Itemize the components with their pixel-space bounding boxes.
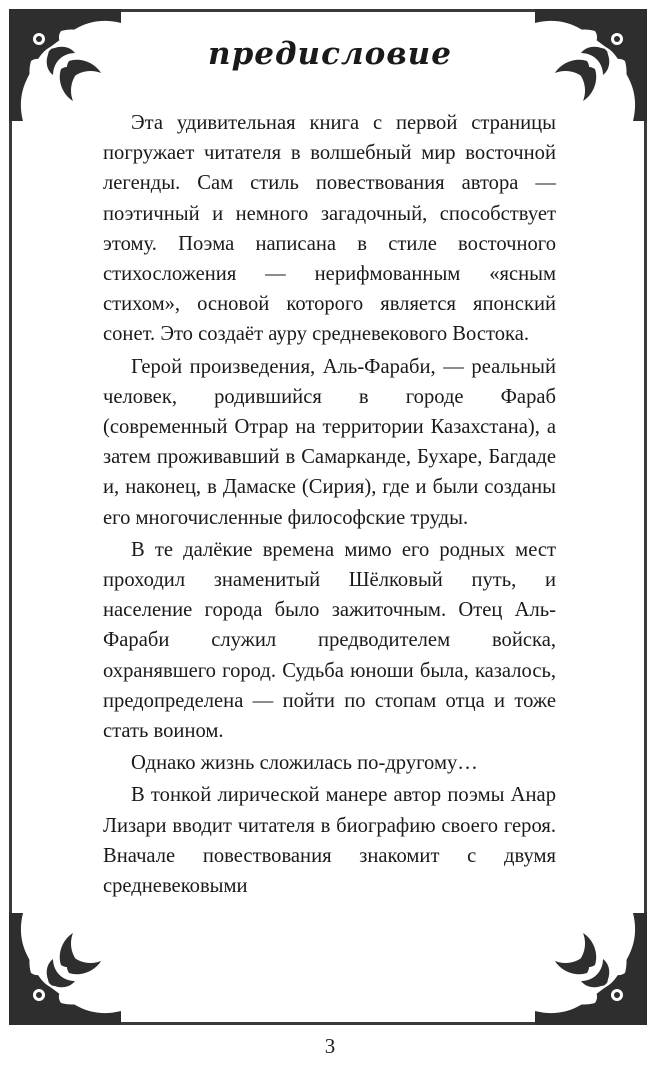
corner-ornament-icon xyxy=(535,913,647,1025)
paragraph: В те далёкие времена мимо его родных мест проходил знаменитый Шёлковый путь, и население города было зажиточным. Отец Аль-Фараби служил предводителем войска, охранявшего город. Судьба юноши была, казалось, предопределена — пойти по стопам отца и тоже стать воином. xyxy=(103,538,556,743)
paragraph: Эта удивительная книга с первой страницы погружает читателя в волшебный мир восточной легенды. Сам стиль повествования автора — поэтичный и немного загадочный, способствует этому. Поэма написана в стиле восточного стихосложения — нерифмованным «ясным стихом», основой которого является японский сонет. Это создаёт ауру средневекового Востока. xyxy=(103,112,556,346)
paragraph: Однако жизнь сложилась по-другому… xyxy=(131,752,478,775)
corner-ornament-icon xyxy=(9,913,121,1025)
chapter-title: предисловие xyxy=(208,36,452,72)
body-text xyxy=(103,108,556,903)
paragraph: В тонкой лирической манере автор поэмы Анар Лизари вводит читателя в биографию своего героя. Вначале повествования знакомит с двумя средневековыми xyxy=(103,784,556,898)
page-number: 3 xyxy=(324,1034,336,1058)
paragraph: Герой произведения, Аль-Фараби, — реальный человек, родившийся в городе Фараб (современный Отрар на территории Казахстана), а затем проживавший в Самарканде, Бухаре, Багдаде и, наконец, в Дамаске (Сирия), где и были созданы его многочисленные философские труды. xyxy=(103,355,556,529)
